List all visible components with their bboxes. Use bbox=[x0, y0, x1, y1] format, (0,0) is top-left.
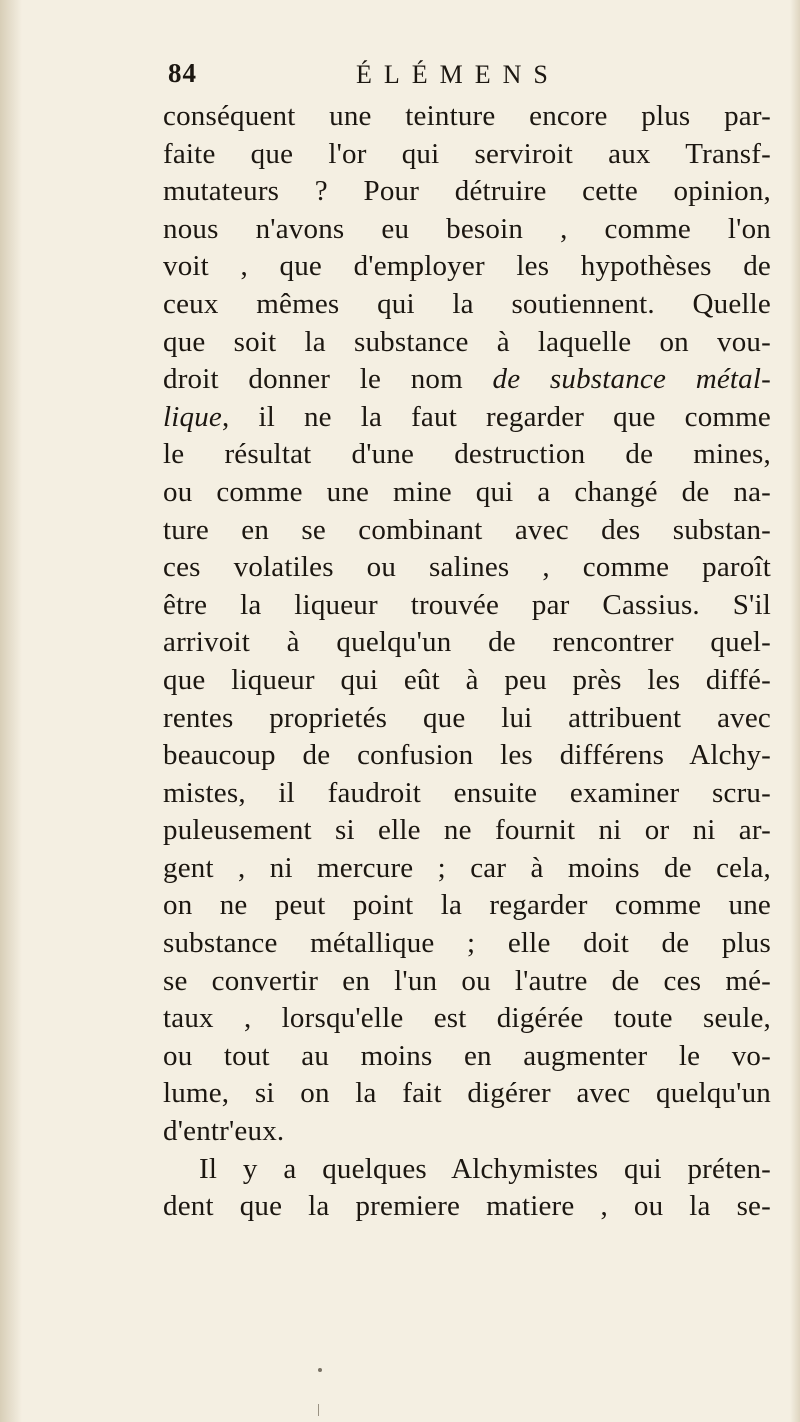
text-line: mistes, il faudroit ensuite examiner scru- bbox=[163, 776, 771, 809]
paper-speck bbox=[318, 1404, 319, 1416]
text-line: arrivoit à quelqu'un de rencontrer quel- bbox=[163, 626, 771, 659]
text-line: conséquent une teinture encore plus par- bbox=[163, 100, 771, 132]
text-line: lume, si on la fait digérer avec quelqu'un bbox=[163, 1077, 771, 1110]
text-line: rentes proprietés que lui attribuent avec bbox=[163, 701, 771, 734]
text-line: taux , lorsqu'elle est digérée toute seule, bbox=[163, 1002, 771, 1035]
text-line: beaucoup de confusion les différens Alchy- bbox=[163, 739, 771, 772]
text-line: droit donner le nom de substance métal- bbox=[163, 363, 771, 396]
page-number: 84 bbox=[168, 58, 197, 88]
text-line: le résultat d'une destruction de mines, bbox=[163, 438, 771, 471]
paper-speck bbox=[318, 1368, 322, 1372]
body-text bbox=[163, 98, 771, 1226]
text-line: Il y a quelques Alchymistes qui préten- bbox=[199, 1152, 771, 1185]
gutter-shadow bbox=[0, 0, 22, 1422]
text-line: d'entr'eux. bbox=[163, 1115, 285, 1148]
text-line: ceux mêmes qui la soutiennent. Quelle bbox=[163, 287, 771, 320]
text-line: faite que l'or qui serviroit aux Transf- bbox=[163, 137, 771, 170]
page-edge bbox=[790, 0, 800, 1422]
text-line: voit , que d'employer les hypothèses de bbox=[163, 250, 771, 283]
text-line: ou comme une mine qui a changé de na- bbox=[163, 475, 771, 508]
text-line: mutateurs ? Pour détruire cette opinion, bbox=[163, 175, 771, 208]
running-title: ÉLÉMENS bbox=[356, 60, 560, 89]
italic-term: de substance métal- bbox=[492, 363, 771, 396]
page-header bbox=[168, 58, 728, 98]
text-line: que soit la substance à laquelle on vou- bbox=[163, 325, 771, 358]
text-line: gent , ni mercure ; car à moins de cela, bbox=[163, 851, 771, 884]
text-line: ces volatiles ou salines , comme paroît bbox=[163, 551, 771, 584]
text-line: on ne peut point la regarder comme une bbox=[163, 889, 771, 922]
text-line: être la liqueur trouvée par Cassius. S'il bbox=[163, 588, 771, 621]
text-line: dent que la premiere matiere , ou la se- bbox=[163, 1190, 771, 1223]
text-line: puleusement si elle ne fournit ni or ni ar- bbox=[163, 814, 771, 847]
text-line: se convertir en l'un ou l'autre de ces mé- bbox=[163, 964, 771, 997]
text-line: lique, il ne la faut regarder que comme bbox=[163, 400, 771, 433]
text-line: ture en se combinant avec des substan- bbox=[163, 513, 771, 546]
text-line: ou tout au moins en augmenter le vo- bbox=[163, 1039, 771, 1072]
text-line: que liqueur qui eût à peu près les diffé- bbox=[163, 663, 771, 696]
text-line: substance métallique ; elle doit de plus bbox=[163, 927, 771, 960]
italic-term: lique bbox=[163, 400, 222, 433]
text-line: nous n'avons eu besoin , comme l'on bbox=[163, 212, 771, 245]
